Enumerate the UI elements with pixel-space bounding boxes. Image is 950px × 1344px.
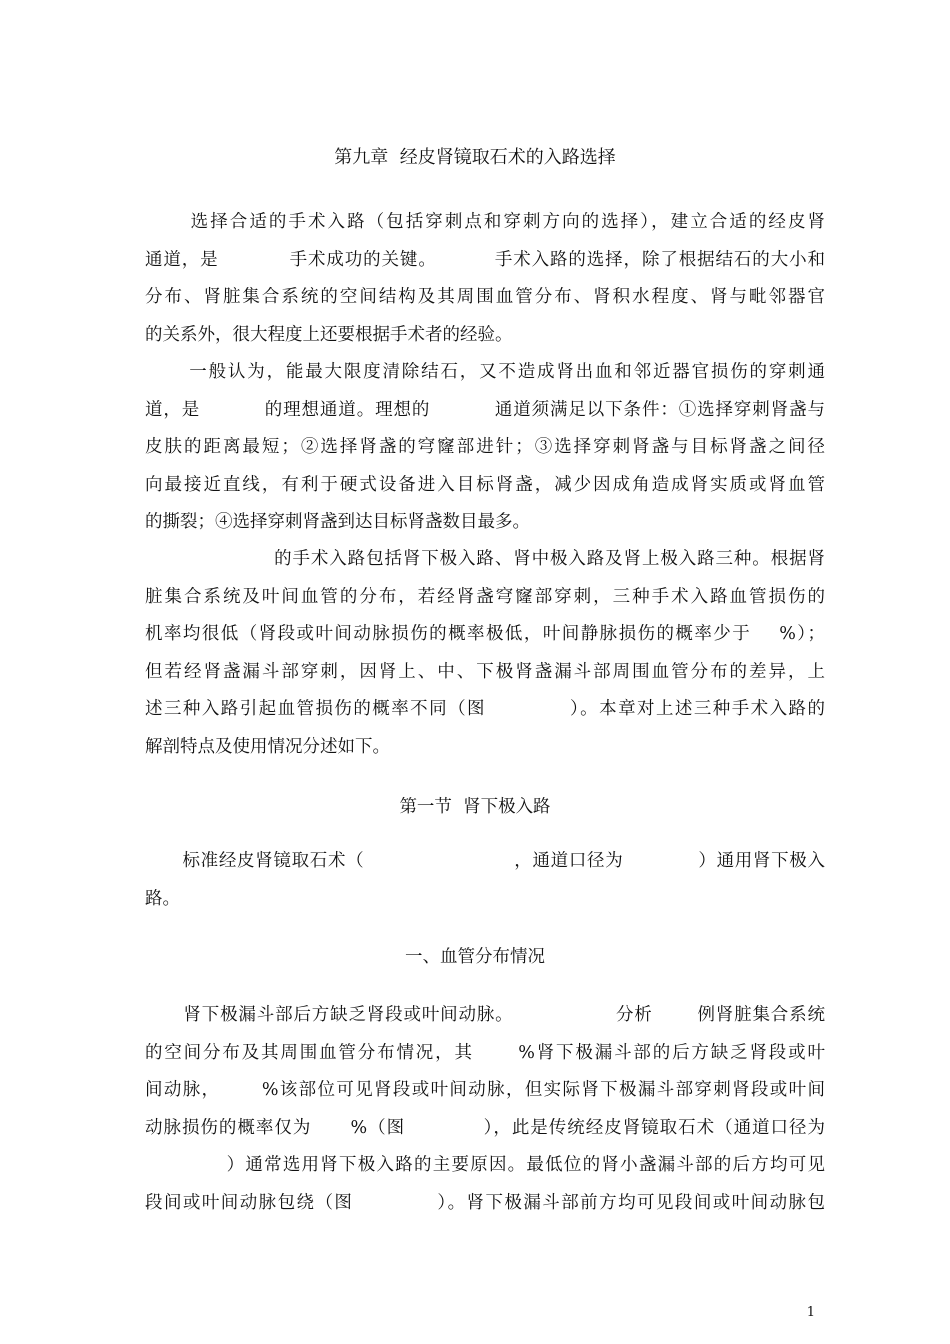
paragraph-line: 机率均很低（肾段或叶间动脉损伤的概率极低，叶间静脉损伤的概率少于 %）； bbox=[145, 624, 825, 644]
chapter-title: 第九章 经皮肾镜取石术的入路选择 bbox=[334, 147, 616, 168]
paragraph-ideal-channel bbox=[145, 354, 825, 542]
paragraph-line: 间动脉， %该部位可见肾段或叶间动脉，但实际肾下极漏斗部穿刺肾段或叶间 bbox=[145, 1080, 825, 1100]
paragraph-line: 选择合适的手术入路（包括穿刺点和穿刺方向的选择），建立合适的经皮肾 bbox=[145, 212, 825, 232]
paragraph-line: 肾下极漏斗部后方缺乏肾段或叶间动脉。 分析 例肾脏集合系统 bbox=[145, 1005, 825, 1025]
paragraph-intro bbox=[145, 204, 825, 354]
paragraph-line: 路。 bbox=[145, 888, 180, 909]
paragraph-line: 道，是 的理想通道。理想的 通道须满足以下条件：①选择穿刺肾盏与 bbox=[145, 399, 825, 420]
paragraph-vessel-distribution bbox=[145, 997, 825, 1222]
paragraph-line: 的撕裂；④选择穿刺肾盏到达目标肾盏数目最多。 bbox=[145, 512, 530, 532]
paragraph-standard-pcnl bbox=[145, 843, 825, 918]
paragraph-line: 标准经皮肾镜取石术（ ，通道口径为 ）通用肾下极入 bbox=[145, 851, 825, 871]
paragraph-line: 向最接近直线，有利于硬式设备进入目标肾盏，减少因成角造成肾实质或肾血管 bbox=[145, 474, 825, 495]
paragraph-line: 一般认为，能最大限度清除结石，又不造成肾出血和邻近器官损伤的穿刺通 bbox=[145, 362, 825, 382]
paragraph-line: ）通常选用肾下极入路的主要原因。最低位的肾小盏漏斗部的后方均可见 bbox=[145, 1155, 825, 1175]
paragraph-line: 的手术入路包括肾下极入路、肾中极入路及肾上极入路三种。根据肾 bbox=[145, 549, 825, 569]
paragraph-line: 分布、肾脏集合系统的空间结构及其周围血管分布、肾积水程度、肾与毗邻器官 bbox=[145, 287, 825, 307]
section-title: 第一节 肾下极入路 bbox=[399, 797, 551, 817]
paragraph-approaches bbox=[145, 541, 825, 766]
paragraph-line: 的空间分布及其周围血管分布情况，其 %肾下极漏斗部的后方缺乏肾段或叶 bbox=[145, 1042, 825, 1063]
page-number: 1 bbox=[806, 1305, 815, 1320]
paragraph-line: 但若经肾盏漏斗部穿刺，因肾上、中、下极肾盏漏斗部周围血管分布的差异，上 bbox=[145, 661, 825, 682]
paragraph-line: 的关系外，很大程度上还要根据手术者的经验。 bbox=[145, 324, 513, 345]
paragraph-line: 解剖特点及使用情况分述如下。 bbox=[145, 736, 390, 757]
paragraph-line: 段间或叶间动脉包绕（图 ）。肾下极漏斗部前方均可见段间或叶间动脉包 bbox=[145, 1192, 825, 1213]
subsection-title: 一、血管分布情况 bbox=[405, 947, 545, 967]
paragraph-line: 动脉损伤的概率仅为 %（图 ），此是传统经皮肾镜取石术（通道口径为 bbox=[145, 1117, 825, 1138]
paragraph-line: 述三种入路引起血管损伤的概率不同（图 ）。本章对上述三种手术入路的 bbox=[145, 699, 825, 719]
paragraph-line: 皮肤的距离最短；②选择肾盏的穹窿部进针；③选择穿刺肾盏与目标肾盏之间径 bbox=[145, 437, 825, 457]
paragraph-line: 脏集合系统及叶间血管的分布，若经肾盏穹窿部穿刺，三种手术入路血管损伤的 bbox=[145, 586, 825, 607]
paragraph-line: 通道，是 手术成功的关键。 手术入路的选择，除了根据结石的大小和 bbox=[145, 249, 825, 270]
